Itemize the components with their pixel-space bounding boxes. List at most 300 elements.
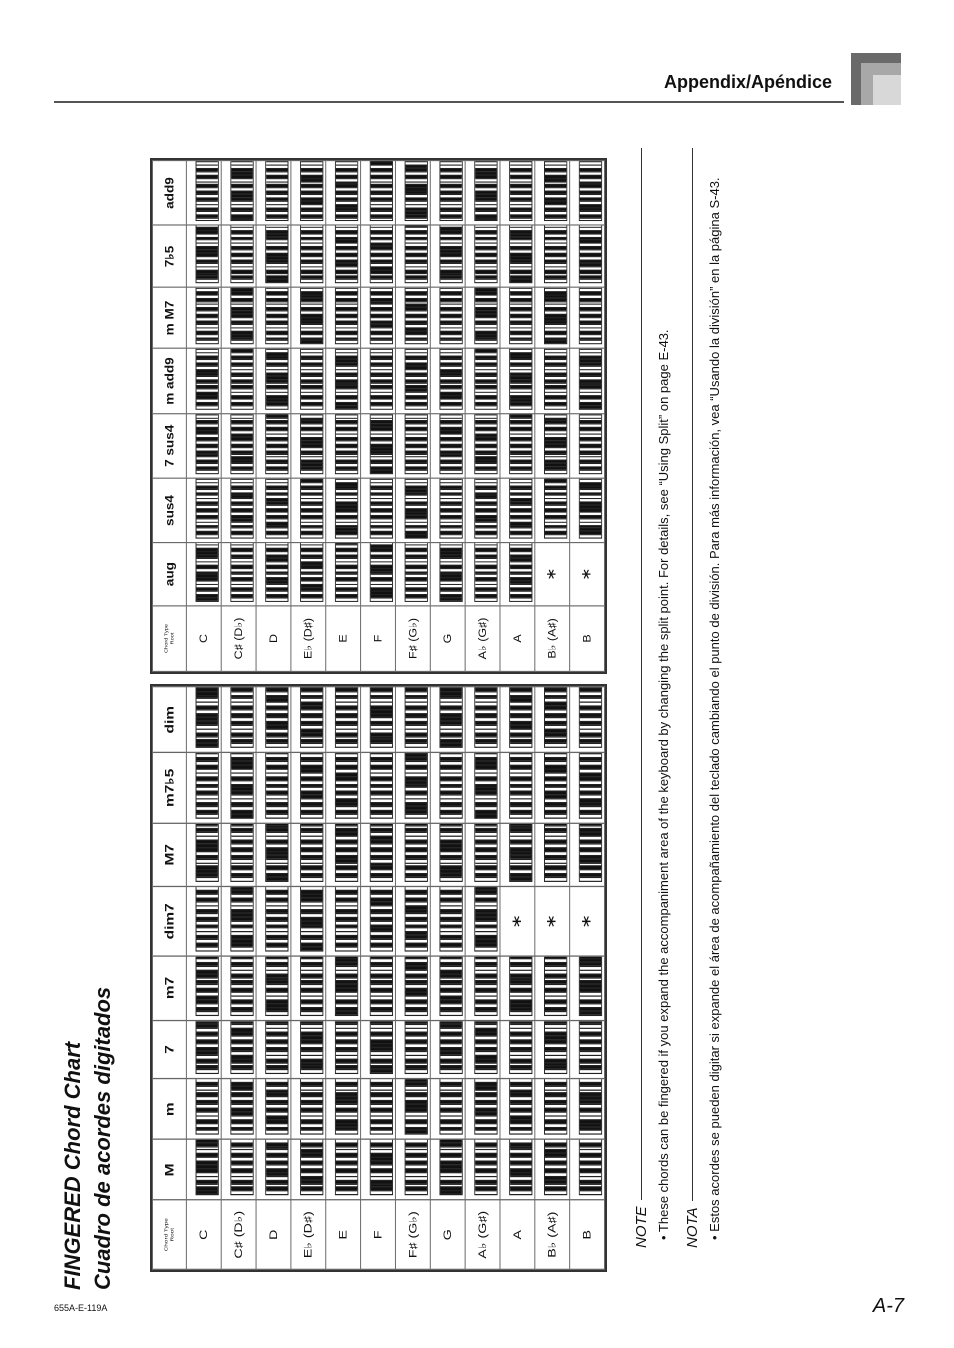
keyboard-diagram-icon xyxy=(509,543,532,602)
chord-cell xyxy=(500,478,535,543)
chord-cell xyxy=(326,687,361,753)
keyboard-diagram-icon xyxy=(300,956,323,1016)
keyboard-diagram-icon xyxy=(405,478,428,539)
keyboard-diagram-icon xyxy=(196,478,219,539)
chord-cell xyxy=(535,226,570,288)
chord-cell xyxy=(465,1140,500,1200)
keyboard-diagram-icon xyxy=(474,226,497,284)
keyboard-diagram-icon xyxy=(265,349,288,410)
chord-cell xyxy=(291,478,326,543)
chord-cell xyxy=(186,478,221,543)
left-table xyxy=(152,686,605,1270)
keyboard-diagram-icon xyxy=(196,1140,219,1196)
chord-cell xyxy=(430,413,465,478)
column-header: M7 xyxy=(152,823,186,887)
chord-cell xyxy=(221,287,256,348)
root-label: B♭ (A♯) xyxy=(535,1200,570,1269)
chord-cell xyxy=(500,1020,535,1079)
keyboard-diagram-icon xyxy=(300,1079,323,1135)
table-row xyxy=(361,687,396,1270)
keyboard-diagram-icon xyxy=(230,753,253,819)
chord-cell xyxy=(535,687,570,753)
chord-cell xyxy=(465,956,500,1020)
chord-cell xyxy=(500,287,535,348)
chord-cell xyxy=(361,287,396,348)
chord-cell xyxy=(465,226,500,288)
chord-cell xyxy=(221,478,256,543)
root-label: C xyxy=(186,606,221,672)
keyboard-diagram-icon xyxy=(230,543,253,602)
table-row xyxy=(221,161,256,672)
keyboard-diagram-icon xyxy=(544,478,567,539)
unavailable-star-icon: ∗ xyxy=(543,567,559,581)
right-table xyxy=(152,160,605,672)
chord-cell xyxy=(535,287,570,348)
chord-cell xyxy=(465,478,500,543)
chord-cell xyxy=(500,887,535,956)
keyboard-diagram-icon xyxy=(265,887,288,952)
chord-cell xyxy=(291,887,326,956)
keyboard-diagram-icon xyxy=(265,161,288,222)
corner-label: Chord Type Root xyxy=(152,606,186,672)
chord-cell xyxy=(535,823,570,887)
chord-cell xyxy=(186,823,221,887)
chord-cell xyxy=(326,1020,361,1079)
root-label: F♯ (G♭) xyxy=(395,1200,430,1269)
keyboard-diagram-icon xyxy=(265,226,288,284)
keyboard-diagram-icon xyxy=(509,349,532,410)
keyboard-diagram-icon xyxy=(439,687,462,749)
keyboard-diagram-icon xyxy=(196,349,219,410)
keyboard-diagram-icon xyxy=(265,478,288,539)
table-row xyxy=(500,687,535,1270)
chord-cell xyxy=(430,887,465,956)
chord-cell xyxy=(570,887,605,956)
keyboard-diagram-icon xyxy=(439,1079,462,1135)
keyboard-diagram-icon xyxy=(196,413,219,474)
chord-cell xyxy=(430,823,465,887)
root-label: E xyxy=(326,1200,361,1269)
root-label: D xyxy=(256,1200,291,1269)
chord-cell xyxy=(256,753,291,823)
chord-cell xyxy=(465,287,500,348)
column-header: m7♭5 xyxy=(152,753,186,823)
chord-cell xyxy=(326,887,361,956)
chord-cell xyxy=(326,543,361,606)
chord-cell xyxy=(361,687,396,753)
keyboard-diagram-icon xyxy=(196,226,219,284)
chord-cell xyxy=(570,687,605,753)
keyboard-diagram-icon xyxy=(405,413,428,474)
keyboard-diagram-icon xyxy=(335,478,358,539)
root-label: A♭ (G♯) xyxy=(465,606,500,672)
chord-cell xyxy=(361,349,396,414)
keyboard-diagram-icon xyxy=(474,1140,497,1196)
keyboard-diagram-icon xyxy=(335,753,358,819)
chord-cell xyxy=(326,478,361,543)
root-label: E xyxy=(326,606,361,672)
chord-cell xyxy=(186,349,221,414)
chord-cell xyxy=(326,956,361,1020)
keyboard-diagram-icon xyxy=(370,287,393,344)
chord-cell xyxy=(430,687,465,753)
keyboard-diagram-icon xyxy=(579,1140,602,1196)
chord-cell xyxy=(465,687,500,753)
keyboard-diagram-icon xyxy=(405,161,428,222)
chord-cell xyxy=(291,1079,326,1140)
keyboard-diagram-icon xyxy=(544,287,567,344)
keyboard-diagram-icon xyxy=(579,1020,602,1074)
keyboard-diagram-icon xyxy=(335,226,358,284)
keyboard-diagram-icon xyxy=(370,226,393,284)
chord-cell xyxy=(221,349,256,414)
keyboard-diagram-icon xyxy=(544,687,567,749)
keyboard-diagram-icon xyxy=(230,349,253,410)
chord-cell xyxy=(570,1079,605,1140)
keyboard-diagram-icon xyxy=(474,687,497,749)
chord-cell xyxy=(535,956,570,1020)
keyboard-diagram-icon xyxy=(196,1079,219,1135)
table-row xyxy=(465,161,500,672)
chord-cell xyxy=(291,687,326,753)
title-english: FINGERED Chord Chart xyxy=(60,1041,85,1290)
root-label: G xyxy=(430,606,465,672)
chord-cell xyxy=(256,287,291,348)
nota-title: NOTA xyxy=(684,1207,701,1248)
chord-cell xyxy=(361,753,396,823)
chord-cell xyxy=(430,753,465,823)
keyboard-diagram-icon xyxy=(579,413,602,474)
keyboard-diagram-icon xyxy=(405,1020,428,1074)
table-row xyxy=(291,161,326,672)
keyboard-diagram-icon xyxy=(300,887,323,952)
chord-cell xyxy=(291,956,326,1020)
keyboard-diagram-icon xyxy=(300,1140,323,1196)
keyboard-diagram-icon xyxy=(579,956,602,1016)
chord-cell xyxy=(361,1020,396,1079)
chord-cell xyxy=(291,753,326,823)
table-row xyxy=(395,161,430,672)
table-row xyxy=(430,161,465,672)
chord-cell xyxy=(500,349,535,414)
chord-cell xyxy=(221,413,256,478)
keyboard-diagram-icon xyxy=(300,823,323,882)
chord-cell xyxy=(291,1140,326,1200)
chord-cell xyxy=(500,1140,535,1200)
keyboard-diagram-icon xyxy=(265,413,288,474)
keyboard-diagram-icon xyxy=(196,687,219,749)
chord-cell xyxy=(535,753,570,823)
chord-cell xyxy=(465,887,500,956)
keyboard-diagram-icon xyxy=(300,413,323,474)
chord-cell xyxy=(570,478,605,543)
keyboard-diagram-icon xyxy=(509,687,532,749)
chord-cell xyxy=(186,1079,221,1140)
keyboard-diagram-icon xyxy=(579,287,602,344)
keyboard-diagram-icon xyxy=(544,1079,567,1135)
keyboard-diagram-icon xyxy=(370,887,393,952)
chord-cell xyxy=(221,887,256,956)
keyboard-diagram-icon xyxy=(196,956,219,1016)
chord-cell xyxy=(395,161,430,226)
chord-cell xyxy=(430,478,465,543)
chord-cell xyxy=(221,1079,256,1140)
chord-cell xyxy=(291,161,326,226)
keyboard-diagram-icon xyxy=(196,161,219,222)
keyboard-diagram-icon xyxy=(370,478,393,539)
chord-cell xyxy=(361,226,396,288)
chord-cell xyxy=(256,1079,291,1140)
chord-cell xyxy=(256,1020,291,1079)
keyboard-diagram-icon xyxy=(509,956,532,1016)
chord-cell xyxy=(395,543,430,606)
chord-cell xyxy=(570,956,605,1020)
chord-cell xyxy=(256,1140,291,1200)
chord-cell xyxy=(221,161,256,226)
chord-cell xyxy=(326,413,361,478)
root-label: B xyxy=(570,1200,605,1269)
chord-cell xyxy=(361,161,396,226)
chord-cell xyxy=(186,1140,221,1200)
column-header: add9 xyxy=(152,161,186,226)
chord-cell xyxy=(465,413,500,478)
keyboard-diagram-icon xyxy=(335,413,358,474)
chord-cell xyxy=(570,226,605,288)
keyboard-diagram-icon xyxy=(439,413,462,474)
keyboard-diagram-icon xyxy=(509,287,532,344)
section-header: Appendix/Apéndice xyxy=(663,72,832,92)
keyboard-diagram-icon xyxy=(265,823,288,882)
keyboard-diagram-icon xyxy=(370,823,393,882)
table-row xyxy=(361,161,396,672)
chord-cell xyxy=(291,823,326,887)
keyboard-diagram-icon xyxy=(544,753,567,819)
keyboard-diagram-icon xyxy=(509,226,532,284)
keyboard-diagram-icon xyxy=(579,161,602,222)
page-title xyxy=(58,910,122,1290)
keyboard-diagram-icon xyxy=(544,226,567,284)
footer-code: 655A-E-119A xyxy=(54,1303,108,1313)
chord-cell xyxy=(291,349,326,414)
table-row xyxy=(221,687,256,1270)
root-label: E♭ (D♯) xyxy=(291,1200,326,1269)
page-tab-decoration xyxy=(851,53,901,105)
chord-cell xyxy=(186,687,221,753)
page-number: A-7 xyxy=(872,1295,904,1317)
keyboard-diagram-icon xyxy=(335,287,358,344)
chord-cell xyxy=(395,1020,430,1079)
chord-cell xyxy=(430,1079,465,1140)
table-row xyxy=(465,687,500,1270)
keyboard-diagram-icon xyxy=(230,1140,253,1196)
column-header: m xyxy=(152,1079,186,1140)
keyboard-diagram-icon xyxy=(509,1020,532,1074)
chord-cell xyxy=(326,287,361,348)
keyboard-diagram-icon xyxy=(579,226,602,284)
keyboard-diagram-icon xyxy=(439,887,462,952)
chord-cell xyxy=(500,413,535,478)
keyboard-diagram-icon xyxy=(230,1020,253,1074)
keyboard-diagram-icon xyxy=(265,543,288,602)
root-label: C♯ (D♭) xyxy=(221,606,256,672)
keyboard-diagram-icon xyxy=(474,161,497,222)
chord-cell xyxy=(570,753,605,823)
chord-cell xyxy=(395,956,430,1020)
chord-cell xyxy=(186,887,221,956)
keyboard-diagram-icon xyxy=(474,753,497,819)
keyboard-diagram-icon xyxy=(544,823,567,882)
keyboard-diagram-icon xyxy=(230,687,253,749)
keyboard-diagram-icon xyxy=(370,1079,393,1135)
chord-cell xyxy=(291,226,326,288)
chord-cell xyxy=(570,349,605,414)
chord-cell xyxy=(500,543,535,606)
root-label: F xyxy=(361,606,396,672)
chord-cell xyxy=(221,823,256,887)
chord-cell xyxy=(326,1079,361,1140)
chord-cell xyxy=(535,1020,570,1079)
notes-section: NOTE • These chords can be fingered if you expand the accompaniment area of the keyboard by changing the split point. For details, see “Using Split” on page E-43. NOTA • Estos acordes se pueden digitar si expande el área de acompañamiento del teclado cambiando el punto de división. Para más información, vea “Usando la división” en la página S-43. xyxy=(633,148,763,1248)
keyboard-diagram-icon xyxy=(544,161,567,222)
chord-cell xyxy=(186,1020,221,1079)
chord-cell xyxy=(465,161,500,226)
keyboard-diagram-icon xyxy=(335,543,358,602)
keyboard-diagram-icon xyxy=(405,753,428,819)
keyboard-diagram-icon xyxy=(439,1140,462,1196)
chord-cell xyxy=(186,956,221,1020)
keyboard-diagram-icon xyxy=(196,1020,219,1074)
root-label: D xyxy=(256,606,291,672)
unavailable-star-icon: ∗ xyxy=(577,567,594,581)
table-row xyxy=(535,161,570,672)
chord-cell xyxy=(465,349,500,414)
keyboard-diagram-icon xyxy=(439,543,462,602)
table-row xyxy=(570,161,605,672)
chord-cell xyxy=(291,287,326,348)
chord-cell xyxy=(535,543,570,606)
keyboard-diagram-icon xyxy=(579,823,602,882)
keyboard-diagram-icon xyxy=(509,753,532,819)
keyboard-diagram-icon xyxy=(405,887,428,952)
root-label: A♭ (G♯) xyxy=(465,1200,500,1269)
keyboard-diagram-icon xyxy=(405,1140,428,1196)
chord-cell xyxy=(326,349,361,414)
keyboard-diagram-icon xyxy=(335,1020,358,1074)
keyboard-diagram-icon xyxy=(474,287,497,344)
chord-cell xyxy=(361,823,396,887)
keyboard-diagram-icon xyxy=(439,823,462,882)
keyboard-diagram-icon xyxy=(196,287,219,344)
keyboard-diagram-icon xyxy=(265,1140,288,1196)
keyboard-diagram-icon xyxy=(335,687,358,749)
chord-cell xyxy=(430,543,465,606)
chord-cell xyxy=(256,226,291,288)
note-title: NOTE xyxy=(633,1206,650,1248)
chord-cell xyxy=(535,161,570,226)
chord-cell xyxy=(535,1079,570,1140)
table-row xyxy=(500,161,535,672)
chord-cell xyxy=(430,287,465,348)
chord-cell xyxy=(186,753,221,823)
chord-cell xyxy=(570,1020,605,1079)
keyboard-diagram-icon xyxy=(439,753,462,819)
chord-cell xyxy=(361,956,396,1020)
chord-cell xyxy=(256,349,291,414)
nota-text: Estos acordes se pueden digitar si expande el área de acompañamiento del teclado cambiando el punto de división. Para más información, vea “Usando la división” en la página S-43. xyxy=(707,177,722,1232)
keyboard-diagram-icon xyxy=(439,478,462,539)
keyboard-diagram-icon xyxy=(439,956,462,1016)
chord-cell xyxy=(326,753,361,823)
chord-cell xyxy=(291,1020,326,1079)
chord-cell xyxy=(535,413,570,478)
keyboard-diagram-icon xyxy=(230,478,253,539)
keyboard-diagram-icon xyxy=(196,887,219,952)
keyboard-diagram-icon xyxy=(335,161,358,222)
chord-cell xyxy=(395,887,430,956)
keyboard-diagram-icon xyxy=(300,349,323,410)
keyboard-diagram-icon xyxy=(300,287,323,344)
title-spanish: Cuadro de acordes digitados xyxy=(90,986,115,1290)
chord-cell xyxy=(186,287,221,348)
table-row xyxy=(570,687,605,1270)
table-row xyxy=(326,687,361,1270)
keyboard-diagram-icon xyxy=(230,956,253,1016)
column-header: m7 xyxy=(152,956,186,1020)
keyboard-diagram-icon xyxy=(370,687,393,749)
chord-cell xyxy=(186,161,221,226)
unavailable-star-icon: ∗ xyxy=(508,913,524,929)
chord-cell xyxy=(256,161,291,226)
chord-cell xyxy=(186,226,221,288)
chord-cell xyxy=(570,1140,605,1200)
keyboard-diagram-icon xyxy=(370,543,393,602)
table-row xyxy=(291,687,326,1270)
chord-cell xyxy=(221,956,256,1020)
chord-cell xyxy=(430,161,465,226)
keyboard-diagram-icon xyxy=(370,161,393,222)
keyboard-diagram-icon xyxy=(405,1079,428,1135)
keyboard-diagram-icon xyxy=(405,226,428,284)
table-row xyxy=(186,161,221,672)
chord-cell xyxy=(395,287,430,348)
chord-cell xyxy=(430,349,465,414)
keyboard-diagram-icon xyxy=(405,287,428,344)
keyboard-diagram-icon xyxy=(509,413,532,474)
root-label: A xyxy=(500,1200,535,1269)
root-label: F xyxy=(361,1200,396,1269)
chord-cell xyxy=(570,413,605,478)
root-label: G xyxy=(430,1200,465,1269)
chord-cell xyxy=(570,161,605,226)
chord-cell xyxy=(500,161,535,226)
unavailable-star-icon: ∗ xyxy=(577,913,594,929)
keyboard-diagram-icon xyxy=(474,1020,497,1074)
keyboard-diagram-icon xyxy=(405,543,428,602)
keyboard-diagram-icon xyxy=(265,1020,288,1074)
chord-cell xyxy=(430,1140,465,1200)
chord-cell xyxy=(500,823,535,887)
chord-cell xyxy=(221,1020,256,1079)
keyboard-diagram-icon xyxy=(544,1020,567,1074)
keyboard-diagram-icon xyxy=(405,823,428,882)
keyboard-diagram-icon xyxy=(300,478,323,539)
keyboard-diagram-icon xyxy=(474,823,497,882)
keyboard-diagram-icon xyxy=(335,349,358,410)
chord-cell xyxy=(570,287,605,348)
chord-cell xyxy=(361,478,396,543)
keyboard-diagram-icon xyxy=(579,687,602,749)
root-label: C xyxy=(186,1200,221,1269)
